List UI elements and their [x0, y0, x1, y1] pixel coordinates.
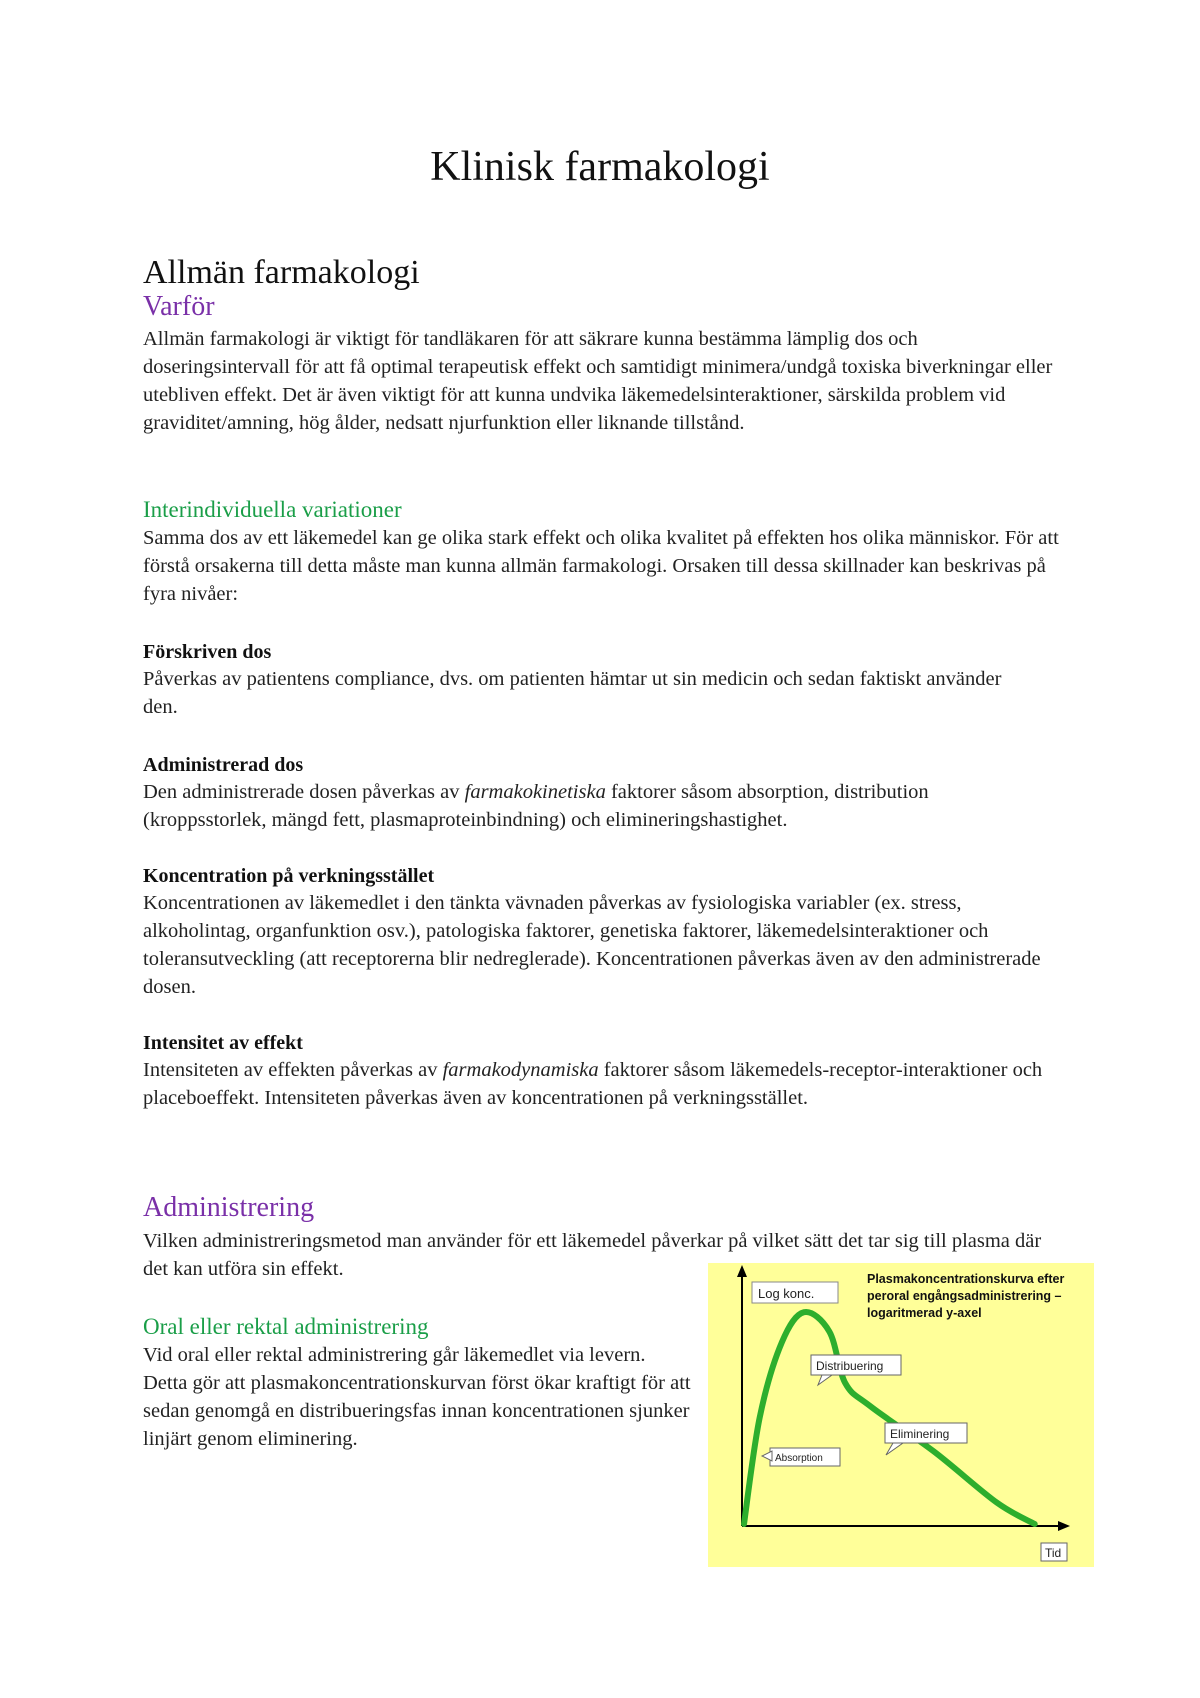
text-fragment: Den administrerade dosen påverkas av: [143, 781, 465, 803]
text-fragment: faktorer såsom läkemedels-receptor-interaktioner och placeboeffekt. Intensiteten påverkas även av koncentrationen på verkningsstället.: [143, 1059, 1043, 1109]
heading-administrerad-dos: Administrerad dos: [143, 754, 304, 776]
chart-title-line-2: peroral engångsadministrering –: [867, 1289, 1062, 1303]
heading-oral-rektal: Oral eller rektal administrering: [143, 1314, 429, 1339]
paragraph-forskriven-dos: Påverkas av patientens compliance, dvs. om patienten hämtar ut sin medicin och sedan faktiskt använder den.: [143, 668, 1002, 718]
paragraph-interindividuella: Samma dos av ett läkemedel kan ge olika stark effekt och olika kvalitet på effekten hos olika människor. För att förstå orsakerna till detta måste man kunna allmän farmakologi. Orsaken till dessa skillnader kan beskrivas på fyra nivåer:: [143, 527, 1059, 605]
document-title: Klinisk farmakologi: [430, 144, 770, 190]
paragraph-administrering: Vilken administreringsmetod man använder för ett läkemedel påverkar på vilket sätt det tar sig till plasma där det kan utföra sin effekt.: [143, 1230, 1042, 1280]
annotation-eliminering: Eliminering: [890, 1427, 950, 1441]
text-fragment: faktorer såsom absorption, distribution (kroppsstorlek, mängd fett, plasmaproteinbindning) och elimineringshastighet.: [143, 781, 929, 831]
annotation-absorption: Absorption: [775, 1453, 823, 1464]
plasma-concentration-chart: [708, 1263, 1094, 1567]
italic-term-farmakokinetiska: farmakokinetiska: [464, 781, 606, 803]
paragraph-koncentration: Koncentrationen av läkemedlet i den tänkta vävnaden påverkas av fysiologiska variabler (ex. stress, alkoholintag, organfunktion osv.), patologiska faktorer, genetiska faktorer, läkemedelsinteraktioner och toleransutveckling (att receptorerna blir nedreglerade). Koncentrationen påverkas även av den administrerade dosen.: [143, 892, 1041, 998]
chart-title-line-3: logaritmerad y-axel: [867, 1306, 982, 1320]
paragraph-varfor: Allmän farmakologi är viktigt för tandläkaren för att säkrare kunna bestämma lämplig dos och doseringsintervall för att få optimal terapeutisk effekt och samtidigt minimera/undgå toxiska biverkningar eller utebliven effekt. Det är även viktigt för att kunna undvika läkemedelsinteraktioner, särskilda problem vid graviditet/amning, hög ålder, nedsatt njurfunktion eller liknande tillstånd.: [143, 328, 1053, 434]
italic-term-farmakodynamiska: farmakodynamiska: [442, 1059, 599, 1081]
heading-varfor: Varför: [143, 291, 215, 322]
x-axis-label: Tid: [1045, 1546, 1062, 1560]
paragraph-intensitet: [143, 1056, 1068, 1112]
heading-koncentration: Koncentration på verkningsstället: [143, 865, 435, 887]
heading-intensitet: Intensitet av effekt: [143, 1032, 303, 1054]
heading-administrering: Administrering: [143, 1192, 315, 1223]
heading-interindividuella: Interindividuella variationer: [143, 497, 402, 522]
paragraph-administrerad-dos: [143, 778, 1043, 834]
chart-title-line-1: Plasmakoncentrationskurva efter: [867, 1272, 1065, 1286]
heading-forskriven-dos: Förskriven dos: [143, 641, 272, 663]
paragraph-oral-rektal: Vid oral eller rektal administrering går läkemedlet via levern. Detta gör att plasmakoncentrationskurvan först ökar kraftigt för att sedan genomgå en distribueringsfas innan koncentrationen sjunker linjärt genom eliminering.: [143, 1344, 691, 1450]
text-fragment: Intensiteten av effekten påverkas av: [143, 1059, 443, 1081]
section-heading-allman: Allmän farmakologi: [143, 254, 420, 291]
y-axis-label: Log konc.: [758, 1286, 815, 1301]
annotation-distribuering: Distribuering: [816, 1359, 884, 1373]
